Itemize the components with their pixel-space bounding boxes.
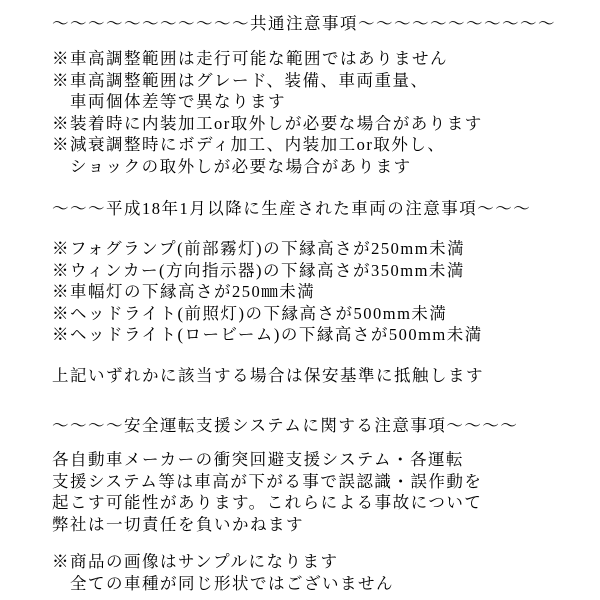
notice-line: ※フォグランプ(前部霧灯)の下縁高さが250mm未満 xyxy=(52,239,466,258)
adas-paragraph-block xyxy=(52,449,592,535)
section-header-common: ～～～～～～～～～～～共通注意事項～～～～～～～～～～～ xyxy=(52,14,556,33)
notice-line: ※車高調整範囲はグレード、装備、車両重量、 xyxy=(52,70,429,90)
notice-line: ※車高調整範囲は走行可能な範囲ではありません xyxy=(52,49,448,68)
notice-line-continuation: 車両個体差等で異なります xyxy=(70,92,286,111)
notice-line: ※ヘッドライト(前照灯)の下縁高さが500mm未満 xyxy=(52,303,448,323)
h18-notes-block xyxy=(52,238,592,346)
notice-line: ※車幅灯の下縁高さが250㎜未満 xyxy=(52,282,316,301)
notice-line: ※ウィンカー(方向指示器)の下縁高さが350mm未満 xyxy=(52,260,465,280)
common-notes-block xyxy=(52,48,592,177)
safety-standard-summary: 上記いずれかに該当する場合は保安基準に抵触します xyxy=(52,366,484,385)
notice-line: ※ヘッドライト(ロービーム)の下縁高さが500mm未満 xyxy=(52,325,483,344)
notice-line: ※装着時に内装加工or取外しが必要な場合があります xyxy=(52,113,483,133)
paragraph-line: 弊社は一切責任を負いかねます xyxy=(52,514,304,534)
paragraph-line: 起こす可能性があります。これらによる事故について xyxy=(52,493,483,512)
section-header-h18-vehicles: ～～～平成18年1月以降に生産された車両の注意事項～～～ xyxy=(52,199,532,218)
paragraph-line: 各自動車メーカーの衝突回避支援システム・各運転 xyxy=(52,450,465,469)
notice-line: ※減衰調整時にボディ加工、内装加工or取外し、 xyxy=(52,135,446,154)
sample-image-notes-block xyxy=(52,551,592,594)
notice-line-continuation: 全ての車種が同じ形状ではございません xyxy=(70,573,394,593)
notice-line: ※商品の画像はサンプルになります xyxy=(52,552,339,571)
section-header-adas: ～～～～安全運転支援システムに関する注意事項～～～～ xyxy=(52,416,519,435)
paragraph-line: 支援システム等は車高が下がる事で誤認識・誤作動を xyxy=(52,471,483,491)
notice-line-continuation: ショックの取外しが必要な場合があります xyxy=(70,156,412,176)
